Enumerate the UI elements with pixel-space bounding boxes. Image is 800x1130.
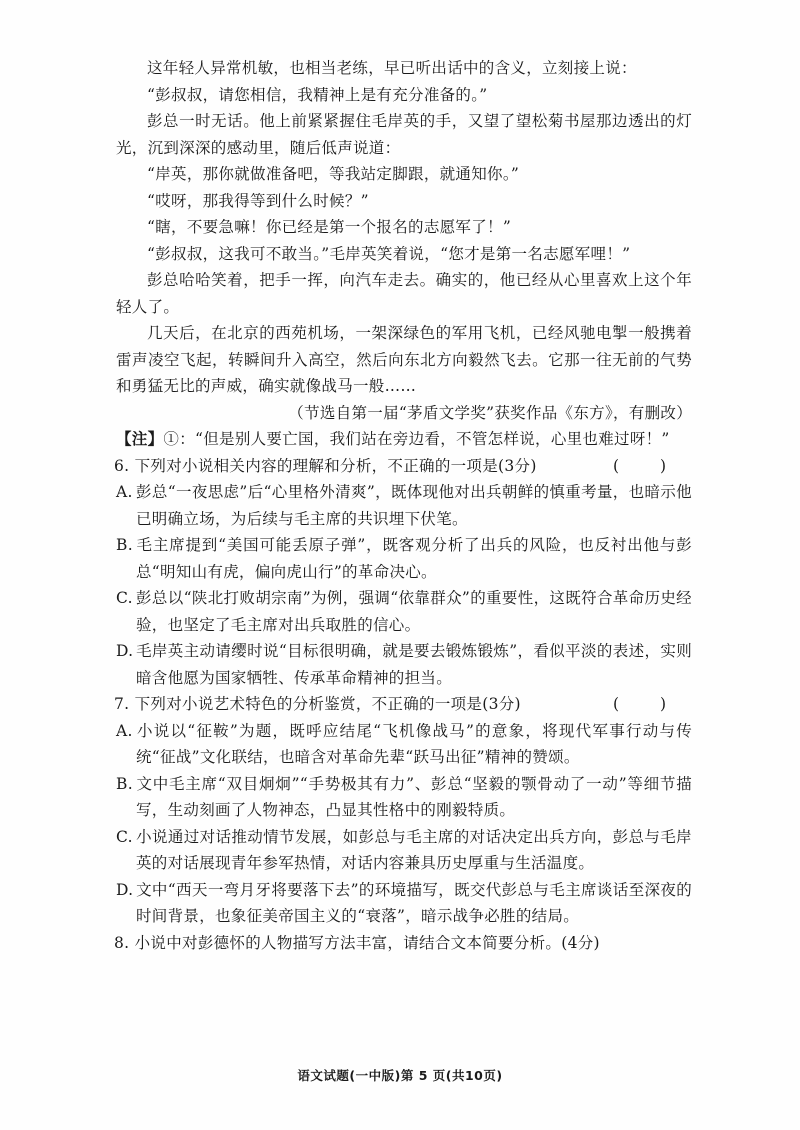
option-b: [116, 532, 692, 585]
answer-blank: ( ): [612, 695, 684, 713]
option-letter: C.: [116, 589, 133, 607]
question-stem-text: 8. 小说中对彭德怀的人物描写方法丰富，请结合文本简要分析。(4分): [114, 933, 600, 952]
page-footer: 语文试题(一中版)第 5 页(共10页): [297, 1068, 503, 1083]
option-d: [116, 877, 692, 930]
option-letter: A.: [116, 483, 133, 501]
answer-blank: ( ): [612, 456, 684, 475]
question-6: [116, 453, 692, 692]
option-c: [116, 824, 692, 877]
question-stem-text: 6. 下列对小说相关内容的理解和分析，不正确的一项是(3分): [114, 456, 537, 475]
question-stem: [114, 930, 692, 957]
passage-source: （节选自第一届“茅盾文学奖”获奖作品《东方》，有删改）: [288, 403, 692, 422]
option-letter: A.: [116, 721, 133, 740]
passage-paragraph: 彭总一时无话。他上前紧紧握住毛岸英的手，又望了望松菊书屋那边透出的灯光，沉到深深的感动里，随后低声说道：: [116, 112, 692, 157]
option-a: [116, 479, 692, 532]
passage-paragraph: “岸英，那你就做准备吧，等我站定脚跟，就通知你。”: [147, 165, 520, 183]
option-d: [116, 638, 692, 691]
passage-paragraph: “瞎，不要急嘛！你已经是第一个报名的志愿军了！”: [147, 218, 512, 236]
option-letter: D.: [116, 880, 134, 899]
option-letter: C.: [116, 827, 133, 846]
option-text: 彭总以“陕北打败胡宗南”为例，强调“依靠群众”的重要性，这既符合革命历史经验，也坚定了毛主席对出兵取胜的信心。: [136, 589, 692, 634]
question-stem: [114, 691, 692, 718]
option-text: 小说通过对话推动情节发展，如彭总与毛主席的对话决定出兵方向，彭总与毛岸英的对话展现青年参军热情，对话内容兼具历史厚重与生活温度。: [136, 827, 692, 872]
option-b: [116, 771, 692, 824]
option-text: 文中“西天一弯月牙将要落下去”的环境描写，既交代彭总与毛主席谈话至深夜的时间背景，也象征美帝国主义的“衰落”，暗示战争必胜的结局。: [136, 880, 692, 925]
option-text: 毛岸英主动请缨时说“目标很明确，就是要去锻炼锻炼”，看似平淡的表述，实则暗含他愿为国家牺牲、传承革命精神的担当。: [136, 642, 692, 687]
question-8: [116, 930, 692, 957]
option-text: 毛主席提到“美国可能丢原子弹”，既客观分析了出兵的风险，也反衬出他与彭总“明知山有虎，偏向虎山行”的革命决心。: [136, 536, 692, 581]
question-7: [116, 691, 692, 930]
passage-paragraph: 几天后，在北京的西苑机场，一架深绿色的军用飞机，已经风驰电掣一般携着雷声凌空飞起，转瞬间升入高空，然后向东北方向毅然飞去。它那一往无前的气势和勇猛无比的声威，确实就像战马一般……: [116, 324, 692, 395]
option-letter: D.: [116, 642, 134, 660]
option-letter: B.: [116, 774, 133, 793]
question-stem: [114, 453, 692, 480]
option-letter: B.: [116, 536, 133, 554]
option-text: 文中毛主席“双目炯炯”“手势极其有力”、彭总“坚毅的颚骨动了一动”等细节描写，生动刻画了人物神态，凸显其性格中的刚毅特质。: [136, 774, 692, 819]
footnote-text: ①：“但是别人要亡国，我们站在旁边看，不管怎样说，心里也难过呀！”: [163, 430, 670, 448]
option-c: [116, 585, 692, 638]
passage-paragraph: “彭叔叔，请您相信，我精神上是有充分准备的。”: [147, 85, 488, 104]
passage-paragraph: “彭叔叔，这我可不敢当。”毛岸英笑着说，“您才是第一名志愿军哩！”: [147, 244, 631, 263]
passage-paragraph: 彭总哈哈笑着，把手一挥，向汽车走去。确实的，他已经从心里喜欢上这个年轻人了。: [116, 271, 692, 316]
page-content: [116, 55, 692, 956]
option-text: 彭总“一夜思虑”后“心里格外清爽”，既体现他对出兵朝鲜的慎重考量，也暗示他已明确立场，为后续与毛主席的共识埋下伏笔。: [136, 483, 692, 528]
passage-paragraph: “哎呀，那我得等到什么时候？”: [147, 191, 369, 210]
option-text: 小说以“征鞍”为题，既呼应结尾“飞机像战马”的意象，将现代军事行动与传统“征战”文化联结，也暗含对革命先辈“跃马出征”精神的赞颂。: [136, 721, 692, 766]
passage: [116, 55, 692, 453]
passage-paragraph: 这年轻人异常机敏，也相当老练，早已听出话中的含义，立刻接上说：: [147, 59, 637, 77]
question-stem-text: 7. 下列对小说艺术特色的分析鉴赏，不正确的一项是(3分): [114, 695, 521, 713]
option-a: [116, 718, 692, 771]
footnote: [116, 426, 692, 453]
footnote-tag: 【注】: [116, 429, 164, 448]
